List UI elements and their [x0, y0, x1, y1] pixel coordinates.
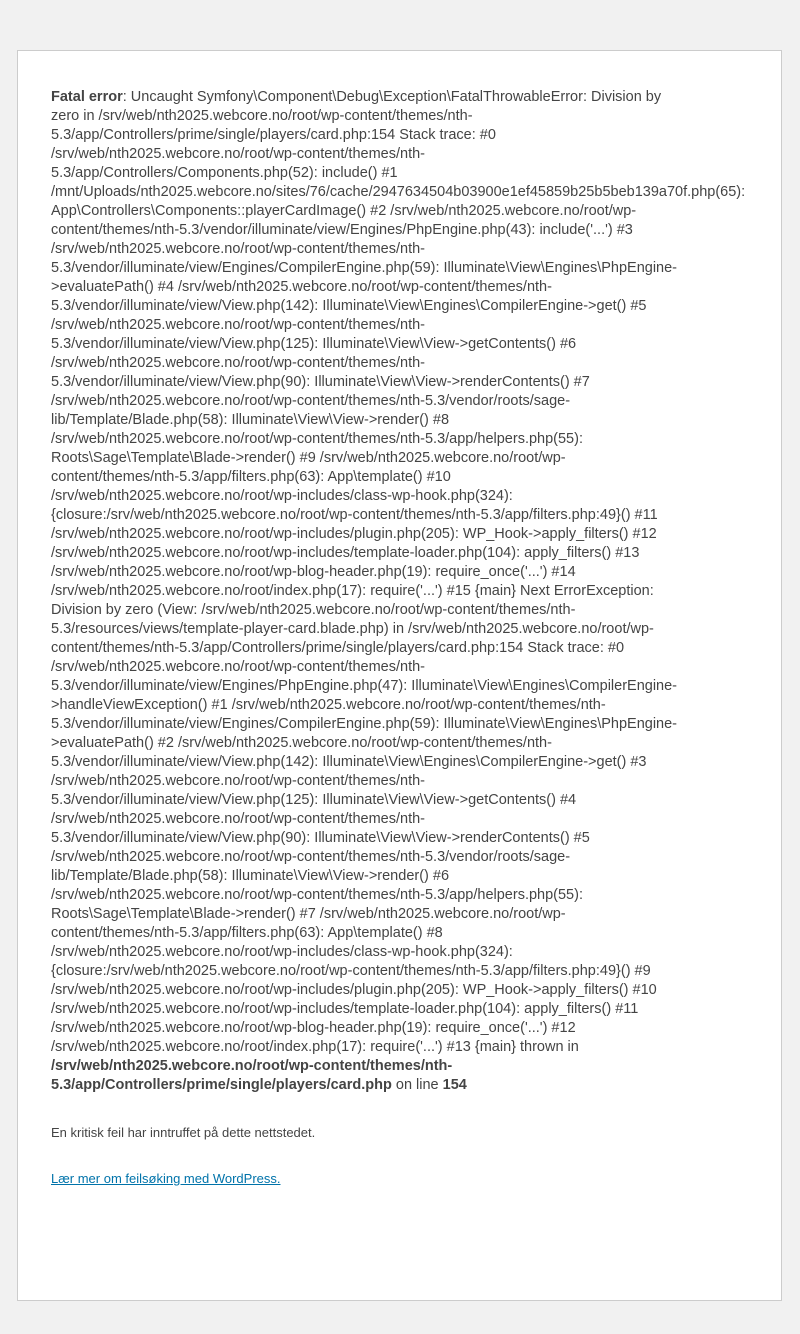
stack-trace-line: /srv/web/nth2025.webcore.no/root/wp-content/themes/nth-: [51, 355, 425, 371]
stack-trace-line: 5.3/resources/views/template-player-card.blade.php) in /srv/web/nth2025.webcore.no/root/wp-: [51, 621, 654, 637]
stack-trace-line: : Uncaught Symfony\Component\Debug\Exception\FatalThrowableError: Division by: [122, 89, 662, 105]
learn-more-paragraph: [51, 1169, 748, 1188]
stack-trace-line: /srv/web/nth2025.webcore.no/root/wp-content/themes/nth-: [51, 811, 425, 827]
stack-trace-line: /srv/web/nth2025.webcore.no/root/wp-content/themes/nth-: [51, 659, 425, 675]
stack-trace-line: >evaluatePath() #2 /srv/web/nth2025.webcore.no/root/wp-content/themes/nth-: [51, 735, 552, 751]
stack-trace-line: 5.3/vendor/illuminate/view/View.php(125): Illuminate\View\View->getContents() #4: [51, 792, 577, 808]
error-card: [17, 50, 782, 1301]
stack-trace-line: zero in /srv/web/nth2025.webcore.no/root/wp-content/themes/nth-: [51, 108, 473, 124]
stack-trace-line: /srv/web/nth2025.webcore.no/root/wp-content/themes/nth-5.3/vendor/roots/sage-: [51, 849, 571, 865]
stack-trace-line: /srv/web/nth2025.webcore.no/root/wp-includes/class-wp-hook.php(324):: [51, 488, 513, 504]
stack-trace-line: /mnt/Uploads/nth2025.webcore.no/sites/76/cache/2947634504b03900e1ef45859b25b5beb139a70f.php(65):: [51, 184, 746, 200]
stack-trace-line: 5.3/vendor/illuminate/view/Engines/CompilerEngine.php(59): Illuminate\View\Engines\PhpEngine-: [51, 716, 678, 732]
stack-trace-line: Division by zero (View: /srv/web/nth2025.webcore.no/root/wp-content/themes/nth-: [51, 602, 576, 618]
stack-trace-line: /srv/web/nth2025.webcore.no/root/wp-content/themes/nth-5.3/app/helpers.php(55):: [51, 887, 583, 903]
error-line-number: 154: [442, 1077, 467, 1093]
stack-trace-line: Roots\Sage\Template\Blade->render() #7 /srv/web/nth2025.webcore.no/root/wp-: [51, 906, 566, 922]
stack-trace-line: content/themes/nth-5.3/app/Controllers/prime/single/players/card.php:154 Stack trace: #0: [51, 640, 625, 656]
stack-trace-line: 5.3/vendor/illuminate/view/Engines/PhpEngine.php(47): Illuminate\View\Engines\CompilerEngine-: [51, 678, 678, 694]
error-file-line-2: 5.3/app/Controllers/prime/single/players/card.php: [51, 1077, 392, 1093]
stack-trace-line: /srv/web/nth2025.webcore.no/root/wp-content/themes/nth-: [51, 241, 425, 257]
stack-trace-line: /srv/web/nth2025.webcore.no/root/wp-includes/template-loader.php(104): apply_filters() #13: [51, 545, 640, 561]
stack-trace-line: 5.3/vendor/illuminate/view/Engines/CompilerEngine.php(59): Illuminate\View\Engines\PhpEngine-: [51, 260, 678, 276]
on-line-text: on line: [391, 1077, 443, 1093]
stack-trace-line: /srv/web/nth2025.webcore.no/root/wp-content/themes/nth-5.3/vendor/roots/sage-: [51, 393, 571, 409]
stack-trace-line: /srv/web/nth2025.webcore.no/root/wp-content/themes/nth-: [51, 773, 425, 789]
stack-trace-line: {closure:/srv/web/nth2025.webcore.no/root/wp-content/themes/nth-5.3/app/filters.php:49}() #9: [51, 963, 651, 979]
stack-trace-line: 5.3/vendor/illuminate/view/View.php(90): Illuminate\View\View->renderContents() #5: [51, 830, 590, 846]
stack-trace-line: Roots\Sage\Template\Blade->render() #9 /srv/web/nth2025.webcore.no/root/wp-: [51, 450, 566, 466]
stack-trace-line: /srv/web/nth2025.webcore.no/root/wp-content/themes/nth-5.3/app/helpers.php(55):: [51, 431, 583, 447]
stack-trace-line: 5.3/vendor/illuminate/view/View.php(125): Illuminate\View\View->getContents() #6: [51, 336, 577, 352]
error-file-line-1: /srv/web/nth2025.webcore.no/root/wp-content/themes/nth-: [51, 1058, 453, 1074]
stack-trace-line: 5.3/app/Controllers/prime/single/players/card.php:154 Stack trace: #0: [51, 127, 496, 143]
stack-trace-line: /srv/web/nth2025.webcore.no/root/wp-includes/plugin.php(205): WP_Hook->apply_filters() #10: [51, 982, 657, 998]
stack-trace-line: /srv/web/nth2025.webcore.no/root/wp-blog-header.php(19): require_once('...') #14: [51, 564, 576, 580]
stack-trace-line: 5.3/vendor/illuminate/view/View.php(142): Illuminate\View\Engines\CompilerEngine->get() #3: [51, 754, 647, 770]
stack-trace-line: /srv/web/nth2025.webcore.no/root/wp-includes/template-loader.php(104): apply_filters() #11: [51, 1001, 639, 1017]
stack-trace-line: lib/Template/Blade.php(58): Illuminate\View\View->render() #8: [51, 412, 450, 428]
critical-error-message: En kritisk feil har inntruffet på dette nettstedet.: [51, 1125, 316, 1140]
error-message: [51, 88, 748, 1188]
stack-trace-line: /srv/web/nth2025.webcore.no/root/index.php(17): require('...') #13 {main} thrown in: [51, 1039, 579, 1055]
stack-trace-line: {closure:/srv/web/nth2025.webcore.no/root/wp-content/themes/nth-5.3/app/filters.php:49}() #11: [51, 507, 658, 523]
stack-trace-line: App\Controllers\Components::playerCardImage() #2 /srv/web/nth2025.webcore.no/root/wp-: [51, 203, 637, 219]
stack-trace-line: content/themes/nth-5.3/vendor/illuminate/view/Engines/PhpEngine.php(43): include('...') #3: [51, 222, 633, 238]
stack-trace-line: lib/Template/Blade.php(58): Illuminate\View\View->render() #6: [51, 868, 450, 884]
stack-trace-line: /srv/web/nth2025.webcore.no/root/index.php(17): require('...') #15 {main} Next ErrorException:: [51, 583, 654, 599]
stack-trace-line: 5.3/vendor/illuminate/view/View.php(90): Illuminate\View\View->renderContents() #7: [51, 374, 590, 390]
stack-trace-line: >evaluatePath() #4 /srv/web/nth2025.webcore.no/root/wp-content/themes/nth-: [51, 279, 552, 295]
stack-trace-line: /srv/web/nth2025.webcore.no/root/wp-content/themes/nth-: [51, 146, 425, 162]
fatal-error-text: [51, 88, 771, 1095]
stack-trace-line: 5.3/vendor/illuminate/view/View.php(142): Illuminate\View\Engines\CompilerEngine->get() #5: [51, 298, 647, 314]
stack-trace-line: /srv/web/nth2025.webcore.no/root/wp-includes/class-wp-hook.php(324):: [51, 944, 513, 960]
stack-trace-line: content/themes/nth-5.3/app/filters.php(63): App\template() #8: [51, 925, 443, 941]
stack-trace-line: /srv/web/nth2025.webcore.no/root/wp-content/themes/nth-: [51, 317, 425, 333]
stack-trace-line: /srv/web/nth2025.webcore.no/root/wp-blog-header.php(19): require_once('...') #12: [51, 1020, 576, 1036]
learn-more-link[interactable]: Lær mer om feilsøking med WordPress.: [51, 1171, 281, 1186]
stack-trace: [51, 89, 745, 1055]
stack-trace-line: 5.3/app/Controllers/Components.php(52): include() #1: [51, 165, 398, 181]
stack-trace-line: >handleViewException() #1 /srv/web/nth2025.webcore.no/root/wp-content/themes/nth-: [51, 697, 606, 713]
stack-trace-line: content/themes/nth-5.3/app/filters.php(63): App\template() #10: [51, 469, 451, 485]
stack-trace-line: /srv/web/nth2025.webcore.no/root/wp-includes/plugin.php(205): WP_Hook->apply_filters() #12: [51, 526, 657, 542]
fatal-error-label: Fatal error: [51, 89, 123, 105]
